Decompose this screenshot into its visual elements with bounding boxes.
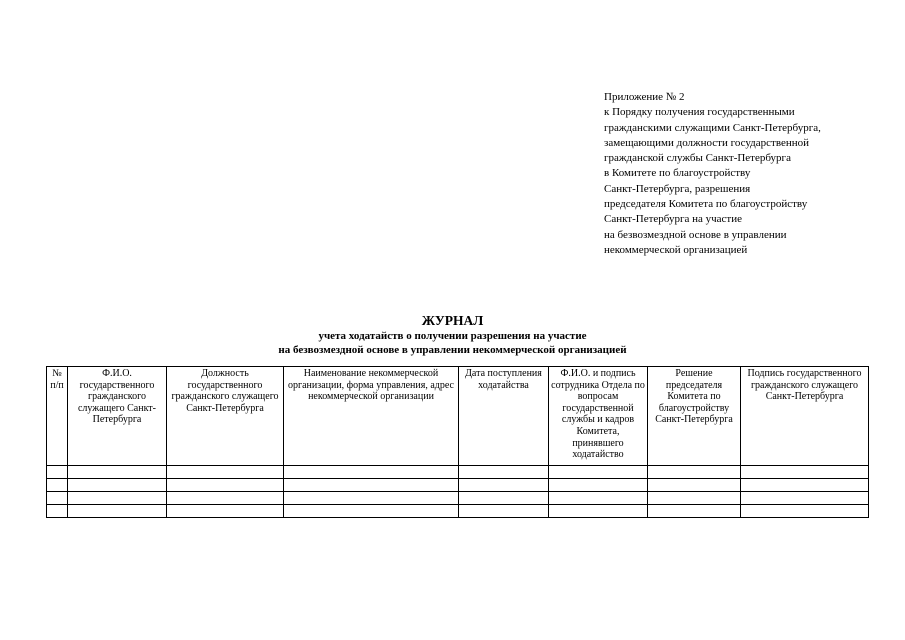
table-cell [47,466,68,479]
header-receipt-date: Дата поступления ходатайства [459,367,549,466]
table-cell [167,466,284,479]
appendix-line: гражданскими служащими Санкт-Петербурга, [604,121,821,134]
table-cell [459,466,549,479]
table-cell [167,479,284,492]
table-cell [284,466,459,479]
table-cell [459,479,549,492]
table-row [47,479,869,492]
table-row [47,492,869,505]
table-cell [284,479,459,492]
header-full-name: Ф.И.О. государственного гражданского служащего Санкт-Петербурга [68,367,167,466]
journal-subtitle-line1: учета ходатайств о получении разрешения на участие [318,330,587,342]
appendix-line: в Комитете по благоустройству [604,167,751,180]
table-cell [741,492,869,505]
appendix-line: некоммерческой организацией [604,243,748,256]
table-cell [741,466,869,479]
header-number: № п/п [47,367,68,466]
table-cell [284,505,459,518]
table-cell [741,505,869,518]
header-receiver: Ф.И.О. и подпись сотрудника Отдела по вопросам государственной службы и кадров Комитета, принявшего ходатайство [549,367,648,466]
appendix-line: гражданской службы Санкт-Петербурга [604,152,791,165]
table-cell [459,505,549,518]
journal-heading [0,312,905,357]
table-cell [648,466,741,479]
table-cell [741,479,869,492]
header-decision: Решение председателя Комитета по благоустройству Санкт-Петербурга [648,367,741,466]
header-organization: Наименование некоммерческой организации, форма управления, адрес некоммерческой организации [284,367,459,466]
table-cell [167,492,284,505]
appendix-line: Санкт-Петербурга на участие [604,213,743,226]
appendix-line: к Порядку получения государственными [604,106,795,119]
journal-subtitle-line2: на безвозмездной основе в управлении некоммерческой организацией [278,344,627,356]
appendix-line: Санкт-Петербурга, разрешения [604,182,751,195]
table-header-row [47,367,869,466]
table-cell [648,492,741,505]
header-position: Должность государственного гражданского служащего Санкт-Петербурга [167,367,284,466]
table-cell [549,505,648,518]
table-cell [68,466,167,479]
table-cell [47,505,68,518]
table-row [47,505,869,518]
table-cell [47,479,68,492]
table-cell [549,466,648,479]
table-cell [68,505,167,518]
appendix-line: председателя Комитета по благоустройству [604,198,808,211]
table-cell [68,479,167,492]
table-cell [549,479,648,492]
journal-table [46,366,869,518]
table-cell [167,505,284,518]
appendix-line: Приложение № 2 [604,91,685,103]
table-cell [284,492,459,505]
appendix-block [604,90,894,258]
header-signature: Подпись государственного гражданского служащего Санкт-Петербурга [741,367,869,466]
appendix-line: замещающими должности государственной [604,136,810,149]
table-cell [648,479,741,492]
table-cell [68,492,167,505]
appendix-line: на безвозмездной основе в управлении [604,228,787,241]
table-cell [47,492,68,505]
journal-title: ЖУРНАЛ [421,313,484,328]
table-cell [648,505,741,518]
table-row [47,466,869,479]
table-cell [549,492,648,505]
table-cell [459,492,549,505]
